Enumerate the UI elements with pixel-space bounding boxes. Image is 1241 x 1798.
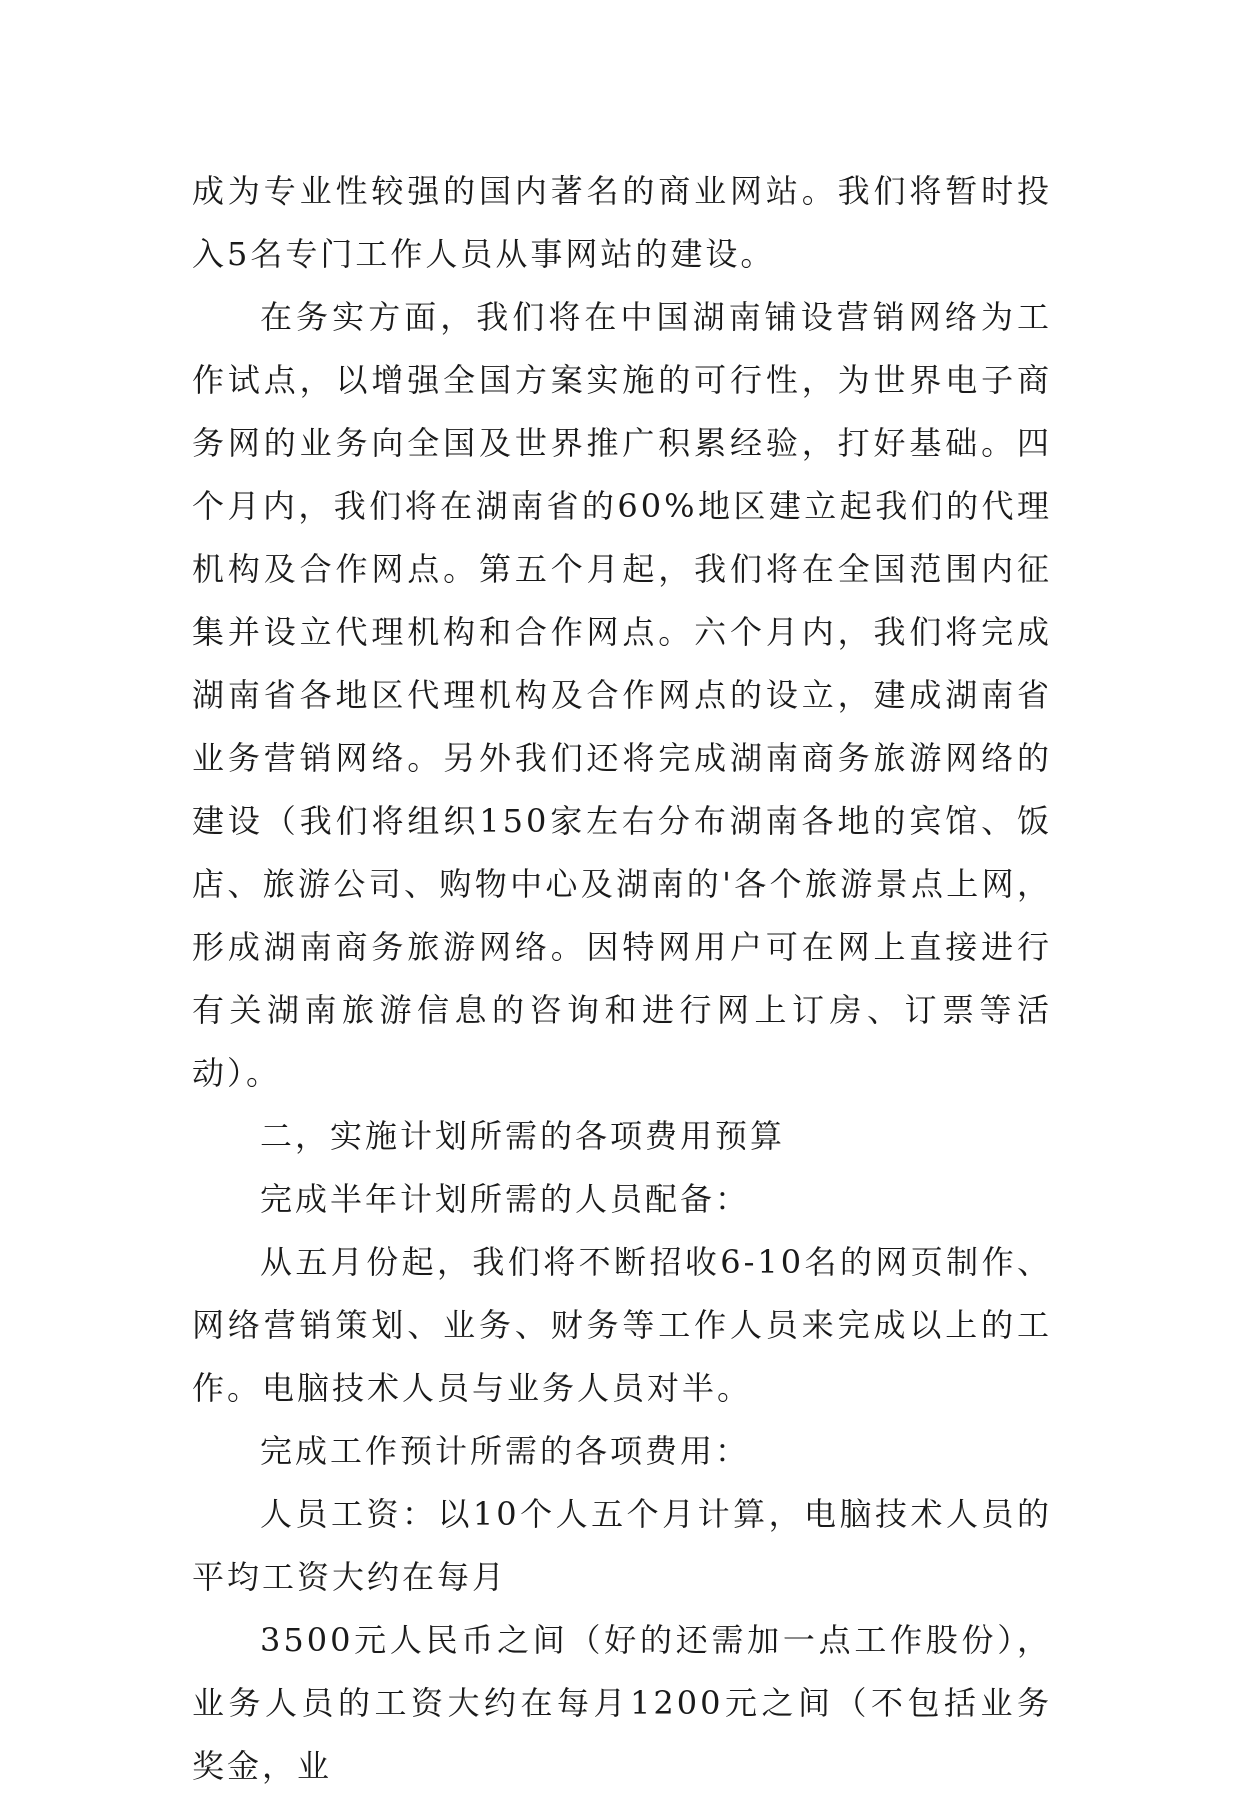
paragraph-salary-continued: 3500元人民币之间（好的还需加一点工作股份），业务人员的工资大约在每月1200元之间（不包括业务奖金，业: [192, 1621, 1052, 1785]
paragraph-2: 在务实方面，我们将在中国湖南铺设营销网络为工作试点，以增强全国方案实施的可行性，为世界电子商务网的业务向全国及世界推广积累经验，打好基础。四个月内，我们将在湖南省的60%地区建立起我们的代理机构及合作网点。第五个月起，我们将在全国范围内征集并设立代理机构和合作网点。六个月内，我们将完成湖南省各地区代理机构及合作网点的设立，建成湖南省业务营销网络。另外我们还将完成湖南商务旅游网络的建设（我们将组织150家左右分布湖南各地的宾馆、饭店、旅游公司、购物中心及湖南的'各个旅游景点上网，形成湖南商务旅游网络。因特网用户可在网上直接进行有关湖南旅游信息的咨询和进行网上订房、订票等活动）。: [192, 298, 1052, 1092]
section-heading-budget: 二，实施计划所需的各项费用预算: [260, 1117, 786, 1155]
paragraph-1: 成为专业性较强的国内著名的商业网站。我们将暂时投入5名专门工作人员从事网站的建设。: [192, 172, 1052, 273]
paragraph-costs-heading: 完成工作预计所需的各项费用：: [260, 1432, 751, 1470]
paragraph-staffing: 从五月份起，我们将不断招收6-10名的网页制作、网络营销策划、业务、财务等工作人员来完成以上的工作。电脑技术人员与业务人员对半。: [192, 1243, 1052, 1407]
paragraph-salary: 人员工资：以10个人五个月计算，电脑技术人员的平均工资大约在每月: [192, 1495, 1052, 1596]
document-body: [192, 160, 1052, 1798]
paragraph-staffing-heading: 完成半年计划所需的人员配备：: [260, 1180, 751, 1218]
